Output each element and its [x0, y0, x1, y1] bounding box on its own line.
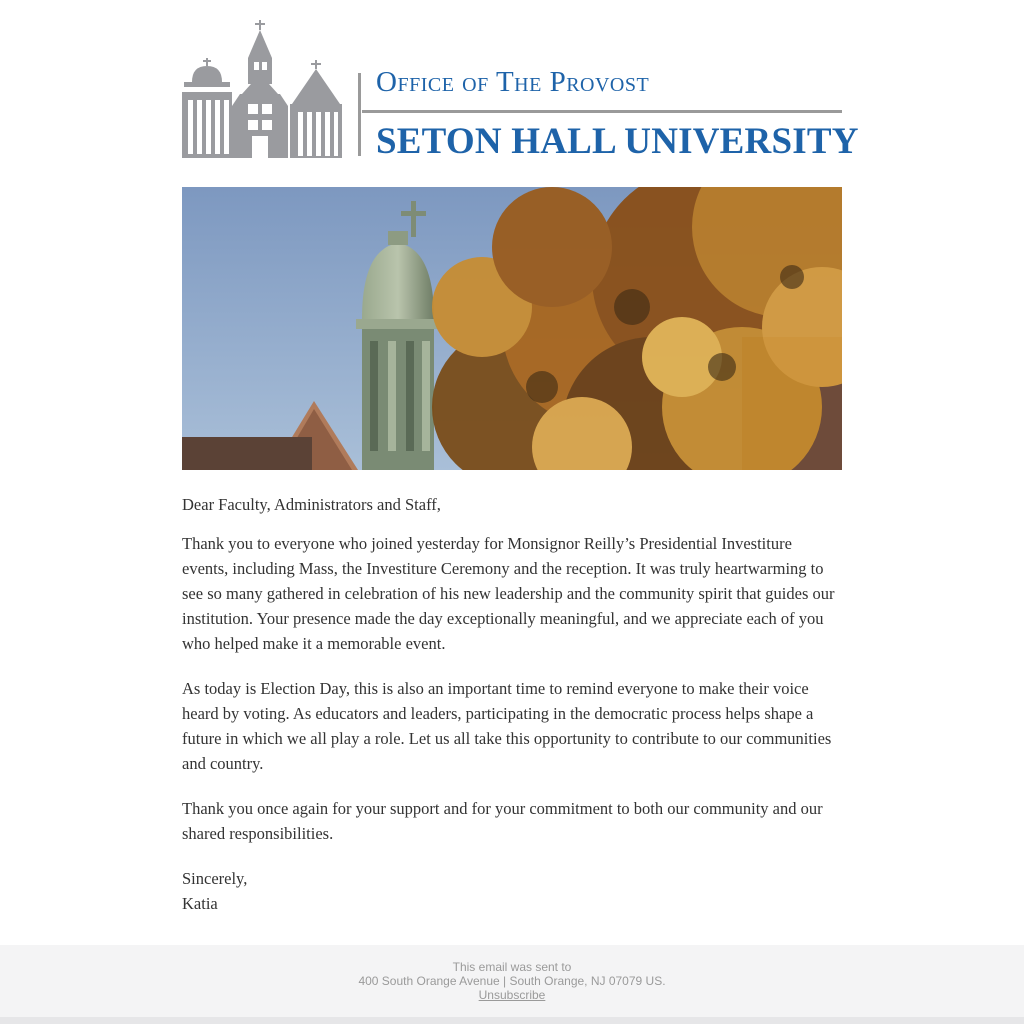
footer	[0, 945, 1024, 1017]
church-logo-icon	[182, 18, 342, 158]
logo-rule	[362, 110, 842, 113]
university-name: SETON HALL UNIVERSITY	[376, 121, 859, 162]
paragraph: Thank you once again for your support and for your commitment to both our community and our shared responsibilities.	[182, 799, 823, 843]
logo-divider	[358, 73, 361, 156]
header-banner	[182, 18, 859, 162]
footer-sent-to: This email was sent to	[452, 960, 572, 974]
closing: Sincerely,	[182, 869, 248, 888]
office-title: Office of The Provost	[376, 66, 650, 98]
signature: Katia	[182, 894, 218, 913]
email-body	[182, 0, 859, 916]
footer-address: 400 South Orange Avenue | South Orange, NJ 07079 US.	[358, 974, 666, 988]
greeting: Dear Faculty, Administrators and Staff,	[182, 495, 441, 514]
hero-image	[182, 187, 842, 470]
paragraph: Thank you to everyone who joined yesterday for Monsignor Reilly’s Presidential Investiture events, including Mass, the Investiture Ceremony and the reception. It was truly heartwarming to see so many gathered in celebration of his new leadership and the community spirit that guides our institution. Your presence made the day exceptionally meaningful, and we appreciate each of you who helped make it a memorable event.	[182, 534, 835, 653]
bottom-band	[0, 1017, 1024, 1024]
letter-content	[182, 470, 842, 916]
unsubscribe-link[interactable]: Unsubscribe	[478, 988, 546, 1002]
paragraph: As today is Election Day, this is also an important time to remind everyone to make their voice heard by voting. As educators and leaders, participating in the democratic process helps shape a future in which we all play a role. Let us all take this opportunity to contribute to our communities and country.	[182, 679, 832, 773]
